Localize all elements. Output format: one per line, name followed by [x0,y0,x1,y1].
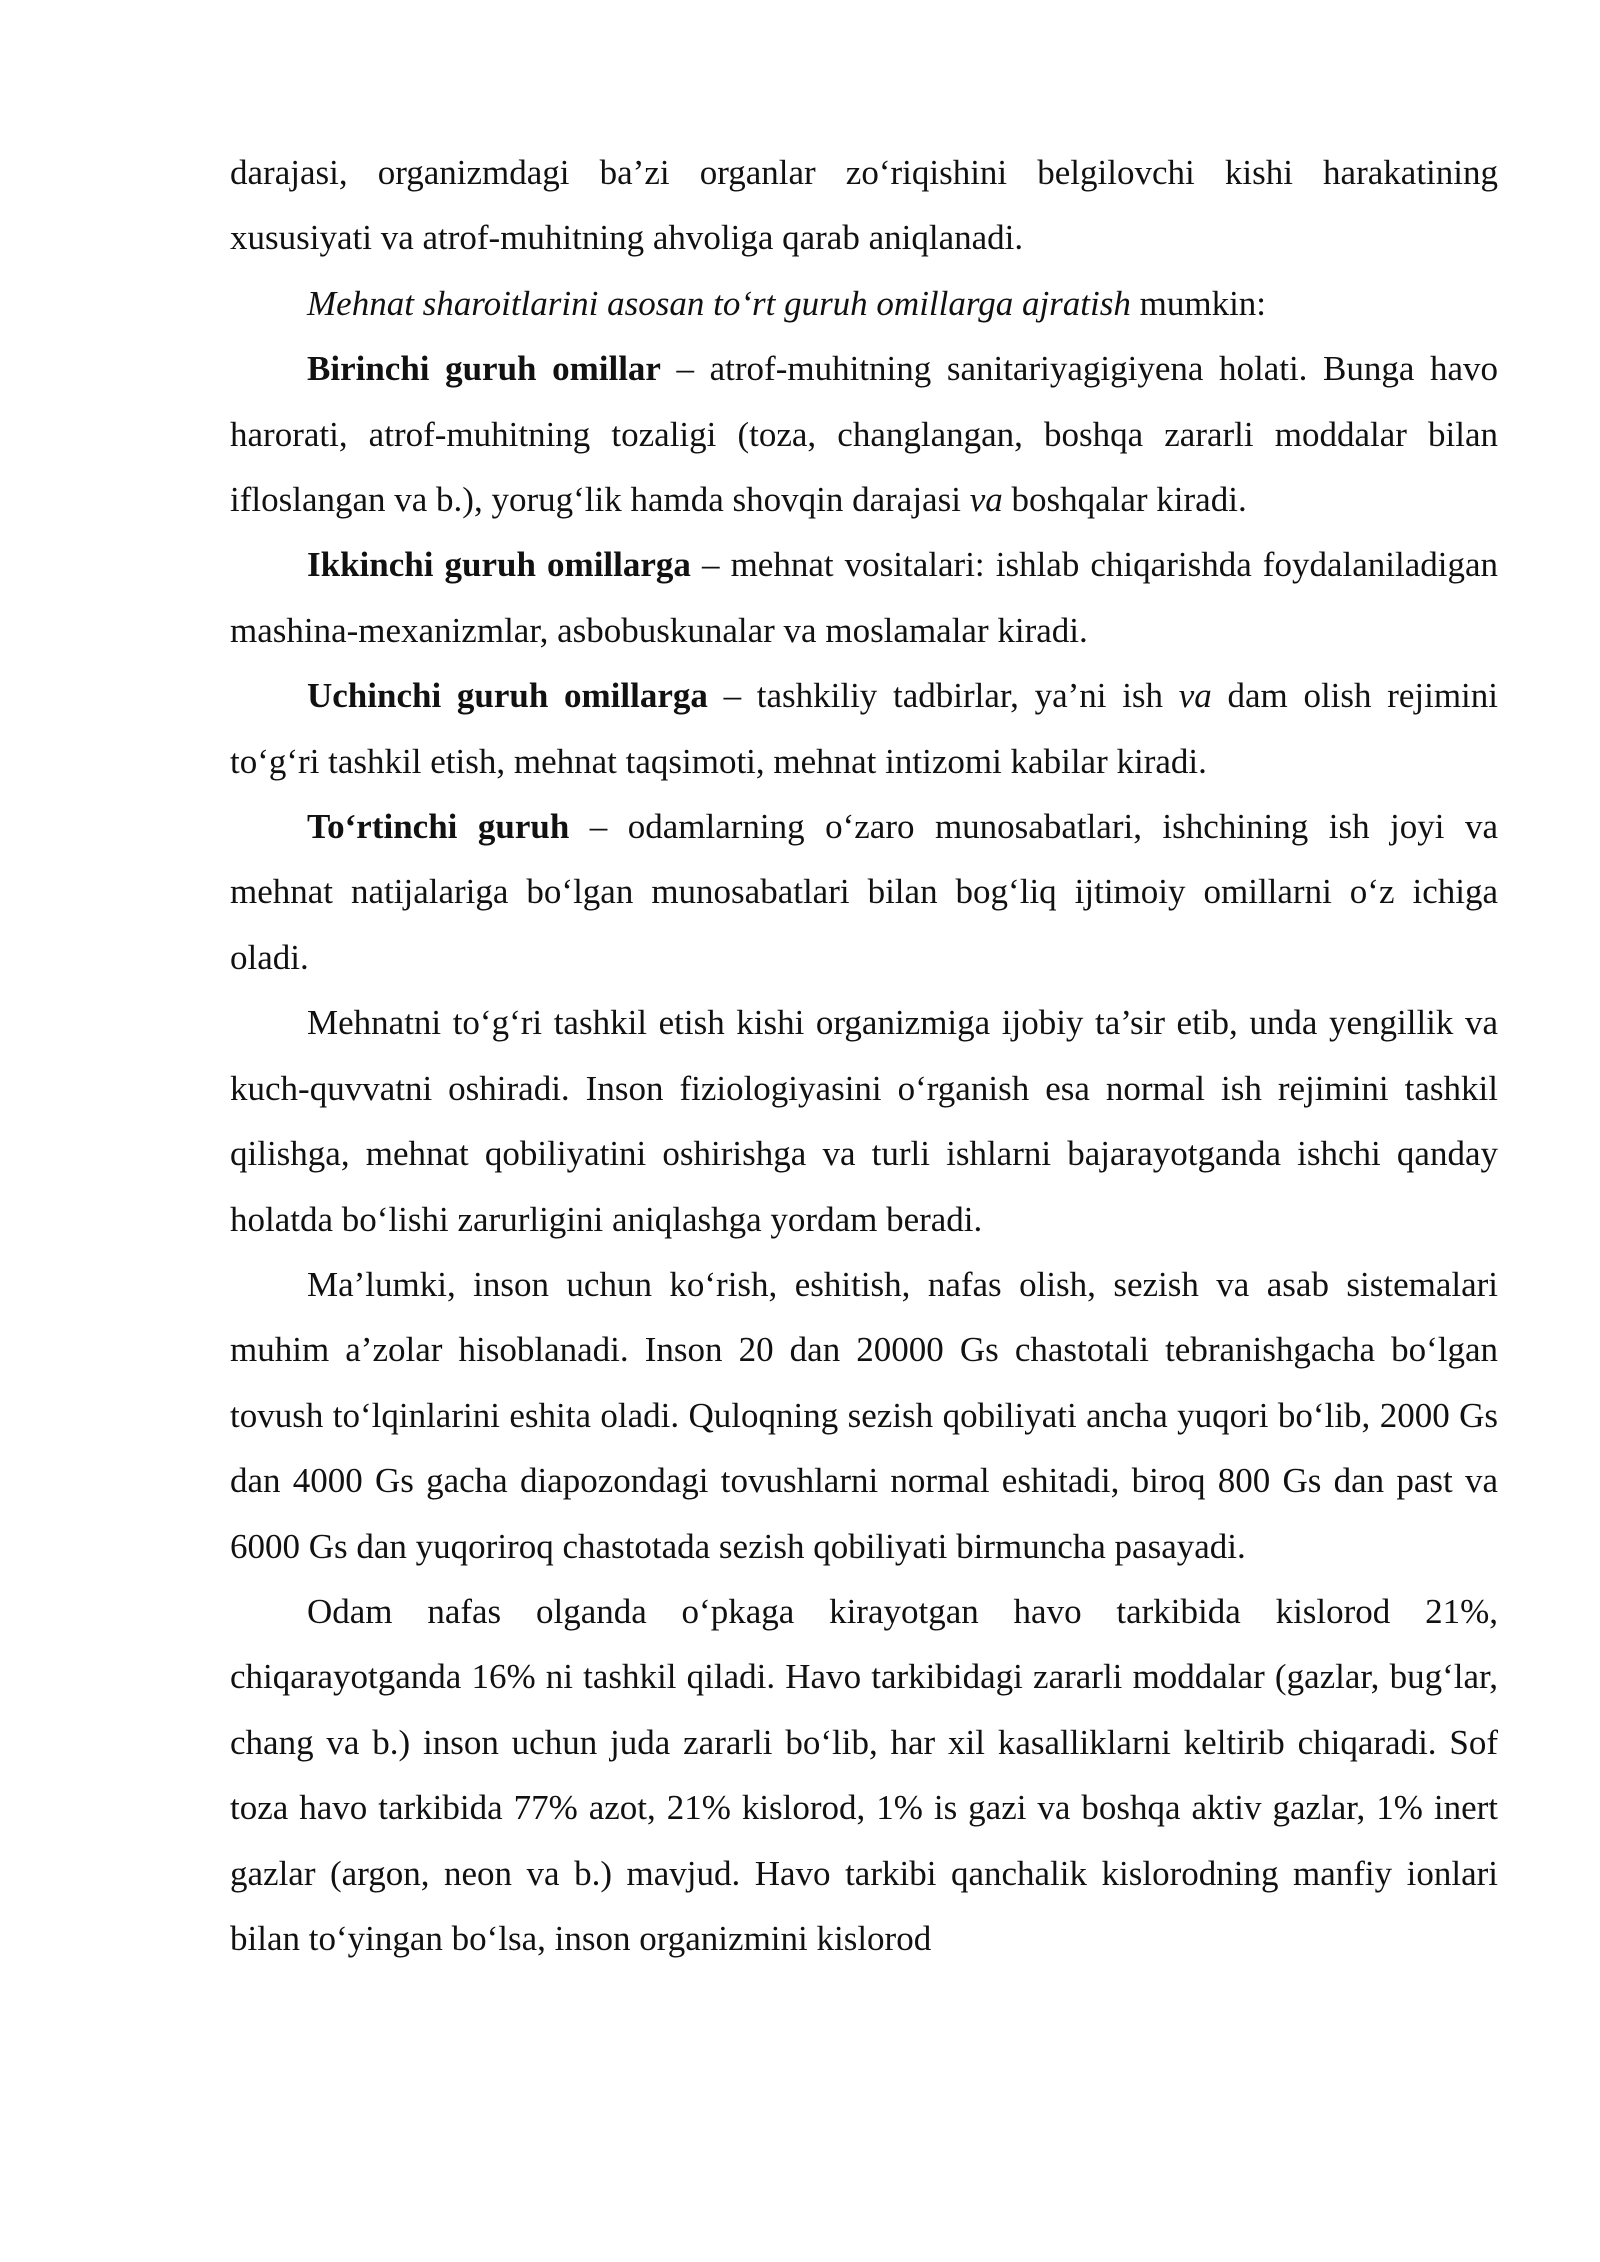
second-group-heading: Ikkinchi guruh omillarga [307,545,691,585]
fourth-group-heading: To‘rtinchi guruh [307,807,570,847]
fourth-group-text: – odamlarning o‘zaro munosabatlari, ishchining ish joyi va mehnat natijalariga bo‘lgan munosabatlari bilan bog‘liq ijtimoiy omillarni o‘z ichiga oladi. [230,807,1498,977]
paragraph-first-group [230,336,1498,532]
paragraph-senses-hearing: Ma’lumki, inson uchun ko‘rish, eshitish, nafas olish, sezish va asab sistemalari muhim a’zolar hisoblanadi. Inson 20 dan 20000 Gs chastotali tebranishgacha bo‘lgan tovush to‘lqinlarini eshita oladi. Quloqning sezish qobiliyati ancha yuqori bo‘lib, 2000 Gs dan 4000 Gs gacha diapozondagi tovushlarni normal eshitadi, biroq 800 Gs dan past va 6000 Gs dan yuqoriroq chastotada sezish qobiliyati birmuncha pasayadi. [230,1264,1498,1566]
paragraph-breathing-air: Odam nafas olganda o‘pkaga kirayotgan havo tarkibida kislorod 21%, chiqarayotganda 16% ni tashkil qiladi. Havo tarkibidagi zararli moddalar (gazlar, bug‘lar, chang va b.) inson uchun juda zararli bo‘lib, har xil kasalliklarni keltirib chiqaradi. Sof toza havo tarkibida 77% azot, 21% kislorod, 1% is gazi va boshqa aktiv gazlar, 1% inert gazlar (argon, neon va b.) mavjud. Havo tarkibi qanchalik kislorodning manfiy ionlari bilan to‘yingan bo‘lsa, inson organizmini kislorod [230,1591,1498,1958]
first-group-text-a: – atrof-muhitning sanitariyagigiyena holati. Bunga havo harorati, atrof-muhitning tozaligi (toza, changlangan, boshqa zararli moddalar bilan ifloslangan va b.), yorug‘lik hamda shovqin darajasi [230,349,1498,520]
paragraph-third-group [230,663,1498,794]
third-group-heading: Uchinchi guruh omillarga [307,676,708,716]
first-group-heading: Birinchi guruh omillar [307,349,661,389]
third-group-italic: va [1178,676,1212,716]
paragraph-work-organization: Mehnatni to‘g‘ri tashkil etish kishi organizmiga ijobiy ta’sir etib, unda yengillik va kuch-quvvatni oshiradi. Inson fiziologiyasini o‘rganish esa normal ish rejimini tashkil qilishga, mehnat qobiliyatini oshirishga va turli ishlarni bajarayotganda ishchi qanday holatda bo‘lishi zarurligini aniqlashga yordam beradi. [230,1003,1498,1239]
first-group-italic: va [969,480,1003,520]
document-page [230,140,1498,1971]
third-group-text-a: – tashkiliy tadbirlar, ya’ni ish [707,676,1179,716]
first-group-text-b: boshqalar kiradi. [1002,480,1247,520]
paragraph-second-group [230,532,1498,663]
second-group-text: – mehnat vositalari: ishlab chiqarishda foydalaniladigan mashina-mexanizmlar, asbobuskunalar va moslamalar kiradi. [230,545,1498,650]
paragraph-factor-groups-intro [230,271,1498,336]
intro-rest-text: mumkin: [1130,283,1267,323]
third-group-text-b: dam olish rejimini to‘g‘ri tashkil etish, mehnat taqsimoti, mehnat intizomi kabilar kiradi. [230,676,1499,781]
paragraph-continuation: darajasi, organizmdagi ba’zi organlar zo‘riqishini belgilovchi kishi harakatining xususiyati va atrof-muhitning ahvoliga qarab aniqlanadi. [230,153,1498,258]
paragraph-fourth-group [230,794,1498,990]
intro-italic-text: Mehnat sharoitlarini asosan to‘rt guruh omillarga ajratish [307,283,1131,323]
